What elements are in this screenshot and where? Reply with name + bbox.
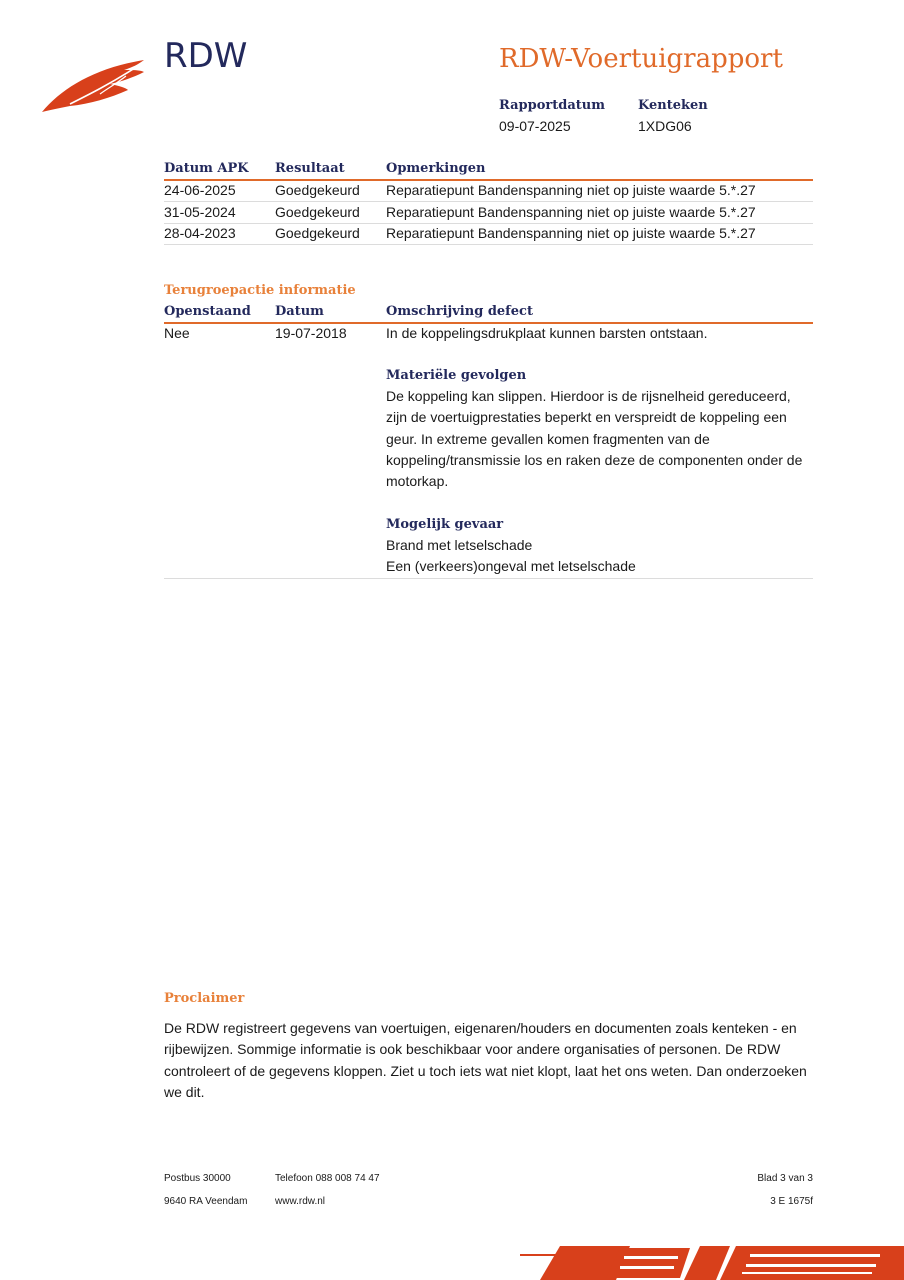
text-line: we dit. bbox=[164, 1083, 205, 1100]
recall-header-defect: Omschrijving defect bbox=[386, 304, 533, 319]
decorative-stripes-icon bbox=[520, 1242, 904, 1280]
text-line: controleert of de gegevens kloppen. Ziet u toch iets wat niet klopt, laat het ons weten. Dan onderzoeken bbox=[164, 1062, 807, 1079]
footer-page-number: Blad 3 van 3 bbox=[757, 1173, 813, 1184]
text-line: motorkap. bbox=[386, 473, 449, 490]
footer-city: 9640 RA Veendam bbox=[164, 1196, 248, 1207]
proclaimer-text bbox=[164, 1018, 814, 1103]
footer-document-code: 3 E 1675f bbox=[770, 1196, 813, 1207]
text-line: zijn de voertuigprestaties beperkt en verspreidt de koppeling een bbox=[386, 409, 787, 426]
apk-remark: Reparatiepunt Bandenspanning niet op juiste waarde 5.*.27 bbox=[386, 204, 756, 220]
proclaimer-title: Proclaimer bbox=[164, 991, 245, 1006]
apk-result: Goedgekeurd bbox=[275, 182, 360, 198]
text-line: rijbewijzen. Sommige informatie is ook beschikbaar voor andere organisaties of personen. De RDW bbox=[164, 1041, 781, 1058]
footer-phone: Telefoon 088 008 74 47 bbox=[275, 1173, 380, 1184]
apk-remark: Reparatiepunt Bandenspanning niet op juiste waarde 5.*.27 bbox=[386, 225, 756, 241]
apk-remark: Reparatiepunt Bandenspanning niet op juiste waarde 5.*.27 bbox=[386, 182, 756, 198]
recall-defect-value: In de koppelingsdrukplaat kunnen barsten ontstaan. bbox=[386, 325, 708, 341]
apk-header-date: Datum APK bbox=[164, 161, 249, 176]
recall-header-rule bbox=[164, 322, 813, 324]
text-line: koppeling/transmissie los en raken deze de componenten onder de bbox=[386, 451, 803, 468]
brand-name: RDW bbox=[164, 36, 248, 76]
apk-header-result: Resultaat bbox=[275, 161, 345, 176]
possible-danger-title: Mogelijk gevaar bbox=[386, 517, 504, 532]
plate-label: Kenteken bbox=[638, 98, 708, 113]
text-line: De koppeling kan slippen. Hierdoor is de rijsnelheid gereduceerd, bbox=[386, 388, 791, 404]
recall-date-value: 19-07-2018 bbox=[275, 325, 347, 341]
text-line: geur. In extreme gevallen komen fragmenten van de bbox=[386, 430, 710, 447]
text-line: Brand met letselschade bbox=[386, 537, 533, 553]
material-consequences-text bbox=[386, 386, 813, 492]
apk-result: Goedgekeurd bbox=[275, 225, 360, 241]
apk-date: 31-05-2024 bbox=[164, 204, 236, 220]
row-divider bbox=[164, 223, 813, 224]
recall-title: Terugroepactie informatie bbox=[164, 283, 356, 298]
apk-header-rule bbox=[164, 179, 813, 181]
plate-value: 1XDG06 bbox=[638, 118, 692, 134]
text-line: De RDW registreert gegevens van voertuigen, eigenaren/houders en documenten zoals kenteken - en bbox=[164, 1020, 797, 1036]
material-consequences-title: Materiële gevolgen bbox=[386, 368, 527, 383]
footer-postbus: Postbus 30000 bbox=[164, 1173, 231, 1184]
report-date-value: 09-07-2025 bbox=[499, 118, 571, 134]
rdw-feather-logo-icon bbox=[40, 58, 150, 116]
possible-danger-text bbox=[386, 535, 813, 578]
apk-date: 24-06-2025 bbox=[164, 182, 236, 198]
recall-header-open: Openstaand bbox=[164, 304, 251, 319]
apk-result: Goedgekeurd bbox=[275, 204, 360, 220]
row-divider bbox=[164, 578, 813, 579]
text-line: Een (verkeers)ongeval met letselschade bbox=[386, 558, 636, 575]
report-title: RDW-Voertuigrapport bbox=[499, 44, 783, 74]
report-date-label: Rapportdatum bbox=[499, 98, 605, 113]
apk-header-remarks: Opmerkingen bbox=[386, 161, 486, 176]
recall-header-date: Datum bbox=[275, 304, 324, 319]
row-divider bbox=[164, 201, 813, 202]
apk-date: 28-04-2023 bbox=[164, 225, 236, 241]
footer-website: www.rdw.nl bbox=[275, 1196, 326, 1207]
recall-open-value: Nee bbox=[164, 325, 190, 341]
row-divider bbox=[164, 244, 813, 245]
